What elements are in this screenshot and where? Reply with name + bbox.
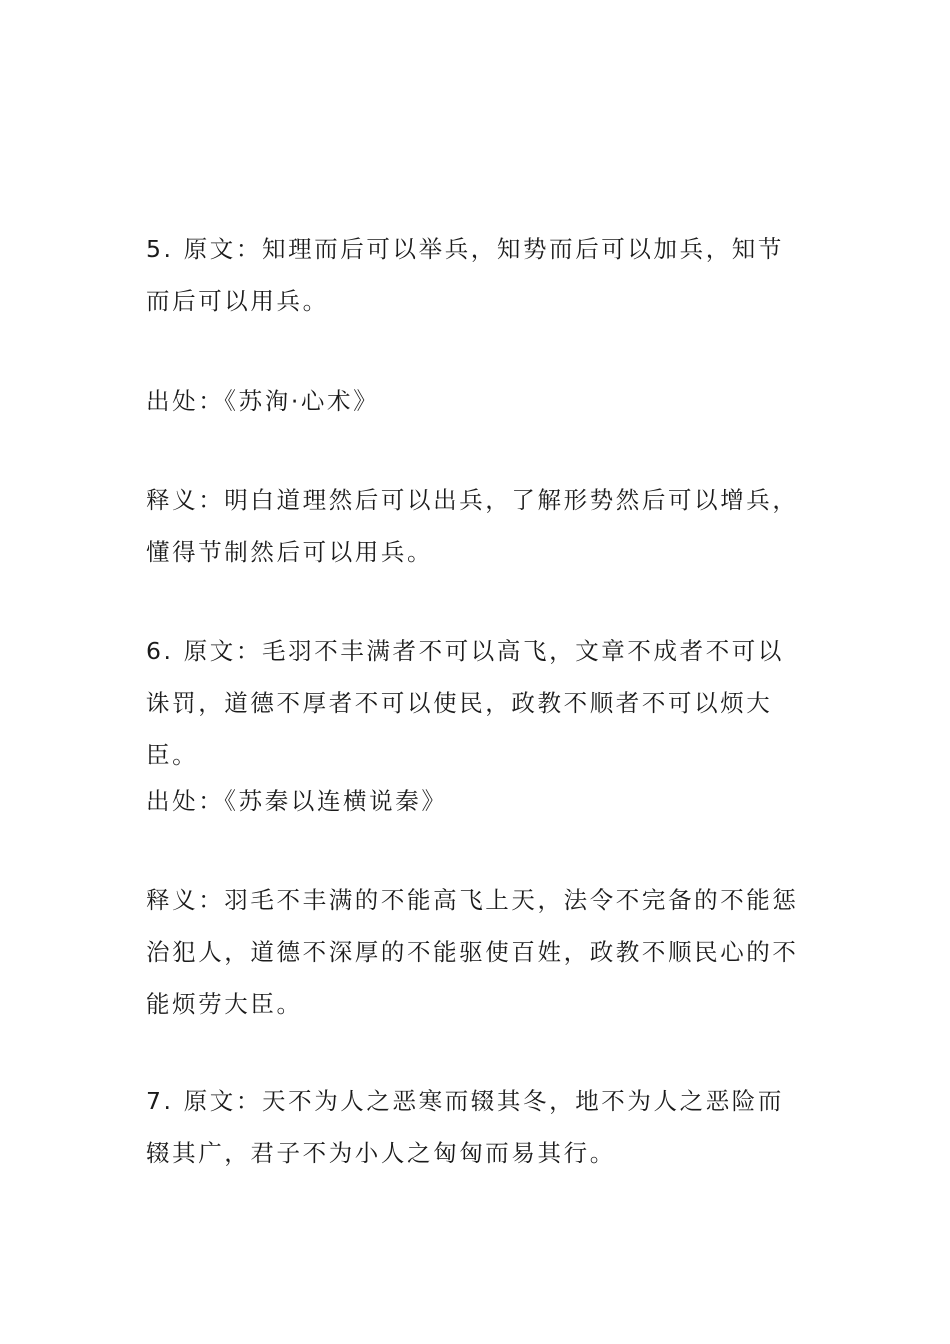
entry-5-original-text: 5. 原文：知理而后可以举兵，知势而后可以加兵，知节而后可以用兵。 bbox=[146, 235, 784, 315]
entry-5-source: 出处：《苏洵·心术》 bbox=[146, 387, 380, 415]
entry-6-explanation: 释义：羽毛不丰满的不能高飞上天，法令不完备的不能惩治犯人，道德不深厚的不能驱使百姓，政教不顺民心的不能烦劳大臣。 bbox=[146, 886, 799, 1018]
entry-7-original-text: 7. 原文：天不为人之恶寒而辍其冬，地不为人之恶险而辍其广，君子不为小人之匈匈而易其行。 bbox=[146, 1087, 784, 1167]
entry-6-original-text: 6. 原文：毛羽不丰满者不可以高飞，文章不成者不可以诛罚，道德不厚者不可以使民，政教不顺者不可以烦大臣。 bbox=[146, 637, 784, 769]
entry-5-explanation: 释义：明白道理然后可以出兵，了解形势然后可以增兵，懂得节制然后可以用兵。 bbox=[146, 486, 799, 566]
entry-6-source: 出处：《苏秦以连横说秦》 bbox=[146, 787, 448, 815]
